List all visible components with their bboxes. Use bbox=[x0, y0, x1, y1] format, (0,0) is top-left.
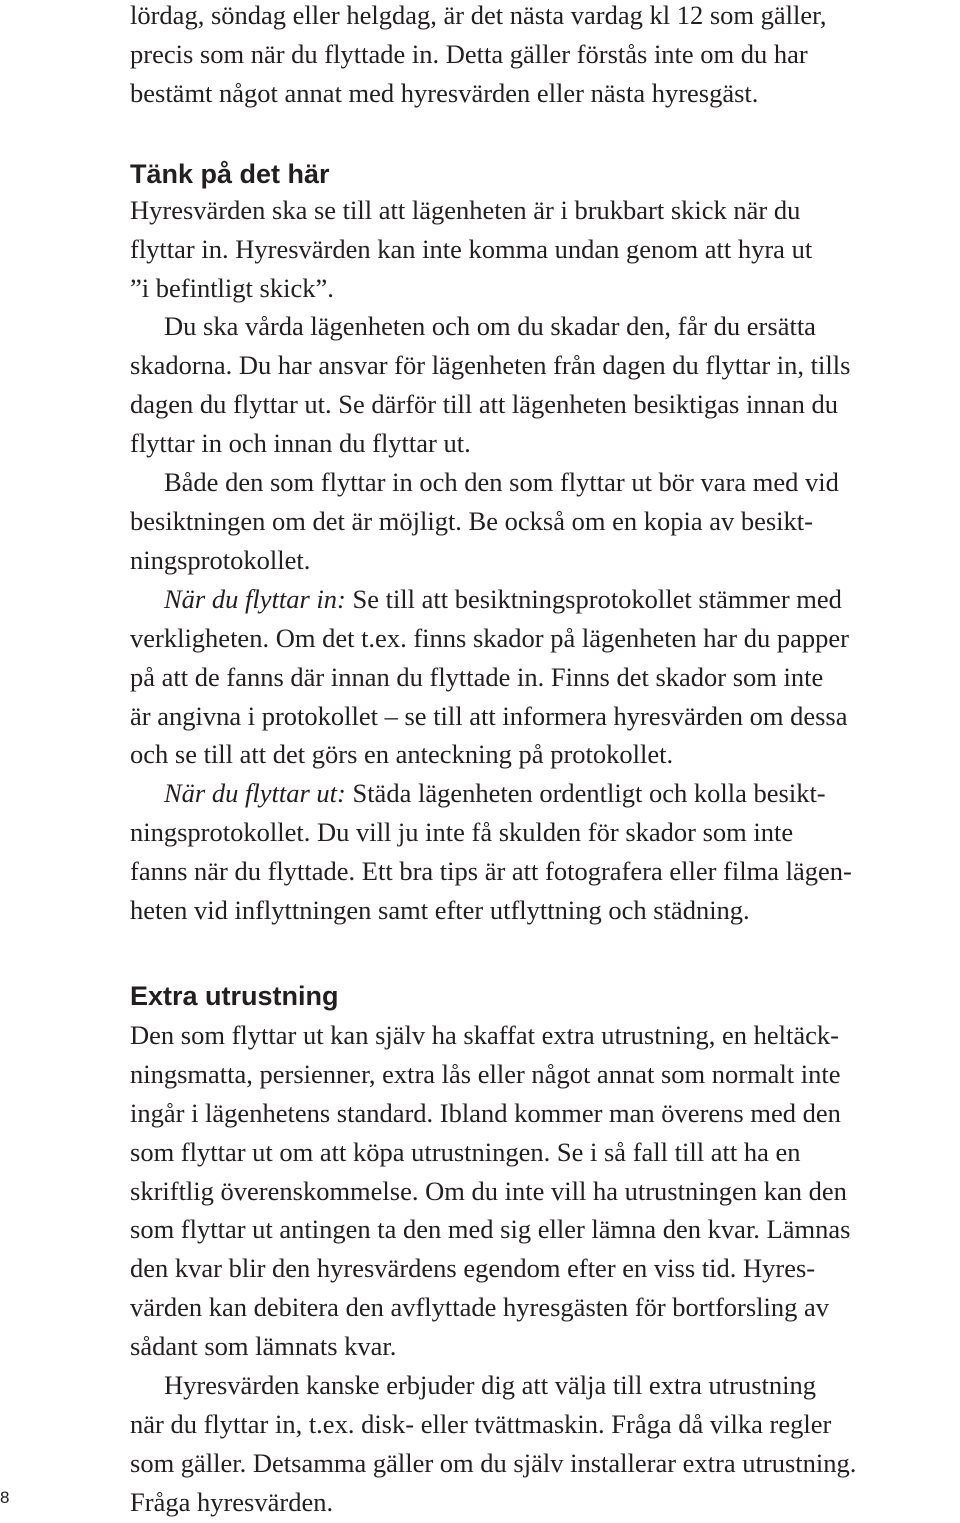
text-line: Städa lägenheten ordentligt och kolla besikt- bbox=[345, 778, 826, 809]
paragraph bbox=[130, 1016, 950, 1366]
text-line: Fråga hyresvärden. bbox=[130, 1486, 334, 1517]
italic-lead-move-out: När du flyttar ut: bbox=[164, 778, 346, 809]
section-heading-extra-utrustning: Extra utrustning bbox=[130, 980, 339, 1011]
text-line: besiktningen om det är möjligt. Be också om en kopia av besikt- bbox=[130, 505, 813, 536]
paragraph bbox=[130, 463, 950, 580]
text-column bbox=[130, 0, 950, 1522]
page-number: 8 bbox=[0, 1488, 10, 1507]
text-line: som flyttar ut antingen ta den med sig eller lämna den kvar. Lämnas bbox=[130, 1214, 851, 1245]
text-line: fanns när du flyttade. Ett bra tips är att fotografera eller filma lägen- bbox=[130, 856, 852, 887]
paragraph bbox=[130, 307, 950, 463]
italic-lead-move-in: När du flyttar in: bbox=[164, 583, 346, 614]
text-line: precis som när du flyttade in. Detta gäller förstås inte om du har bbox=[130, 38, 808, 69]
text-line: flyttar in och innan du flyttar ut. bbox=[130, 428, 471, 459]
text-line: dagen du flyttar ut. Se därför till att lägenheten besiktigas innan du bbox=[130, 389, 838, 420]
text-line: som flyttar ut om att köpa utrustningen. Se i så fall till att ha en bbox=[130, 1136, 801, 1167]
text-line: ingår i lägenhetens standard. Ibland kommer man överens med den bbox=[130, 1097, 841, 1128]
paragraph-move-out bbox=[130, 774, 950, 930]
paragraph-move-in bbox=[130, 580, 950, 775]
paragraph bbox=[130, 1366, 950, 1522]
text-line: lördag, söndag eller helgdag, är det nästa vardag kl 12 som gäller, bbox=[130, 0, 827, 30]
text-line: sådant som lämnats kvar. bbox=[130, 1331, 397, 1362]
text-line: ”i befintligt skick”. bbox=[130, 272, 334, 303]
section-heading-tank-pa-det-har: Tänk på det här bbox=[130, 158, 330, 189]
text-line: bestämt något annat med hyresvärden eller nästa hyresgäst. bbox=[130, 77, 759, 108]
text-line: heten vid inflyttningen samt efter utflyttning och städning. bbox=[130, 895, 750, 926]
text-line: ningsprotokollet. Du vill ju inte få skulden för skador som inte bbox=[130, 817, 794, 848]
text-line: Hyresvärden ska se till att lägenheten är i brukbart skick när du bbox=[130, 194, 801, 225]
text-line: på att de fanns där innan du flyttade in. Finns det skador som inte bbox=[130, 661, 824, 692]
text-line: Hyresvärden kanske erbjuder dig att välja till extra utrustning bbox=[164, 1370, 816, 1401]
intro-paragraph bbox=[130, 0, 950, 113]
text-line: ningsprotokollet. bbox=[130, 544, 311, 575]
text-line: skadorna. Du har ansvar för lägenheten från dagen du flyttar in, tills bbox=[130, 350, 851, 381]
text-line: Den som flyttar ut kan själv ha skaffat extra utrustning, en heltäck- bbox=[130, 1019, 839, 1050]
text-line: Se till att besiktningsprotokollet stämmer med bbox=[345, 583, 842, 614]
text-line: flyttar in. Hyresvärden kan inte komma undan genom att hyra ut bbox=[130, 233, 813, 264]
paragraph bbox=[130, 191, 950, 308]
text-line: och se till att det görs en anteckning på protokollet. bbox=[130, 739, 674, 770]
text-line: värden kan debitera den avflyttade hyresgästen för bortforsling av bbox=[130, 1292, 830, 1323]
text-line: verkligheten. Om det t.ex. finns skador på lägenheten har du papper bbox=[130, 622, 849, 653]
text-line: när du flyttar in, t.ex. disk- eller tvättmaskin. Fråga då vilka regler bbox=[130, 1409, 832, 1439]
text-line: Du ska vårda lägenheten och om du skadar den, får du ersätta bbox=[164, 311, 816, 342]
text-line: ningsmatta, persienner, extra lås eller något annat som normalt inte bbox=[130, 1058, 841, 1089]
text-line: skriftlig överenskommelse. Om du inte vill ha utrustningen kan den bbox=[130, 1175, 847, 1206]
text-line: som gäller. Detsamma gäller om du själv installerar extra utrustning. bbox=[130, 1447, 857, 1478]
text-line: den kvar blir den hyresvärdens egendom efter en viss tid. Hyres- bbox=[130, 1253, 816, 1284]
text-line: Både den som flyttar in och den som flyttar ut bör vara med vid bbox=[164, 467, 839, 498]
text-line: är angivna i protokollet – se till att informera hyresvärden om dessa bbox=[130, 700, 848, 731]
